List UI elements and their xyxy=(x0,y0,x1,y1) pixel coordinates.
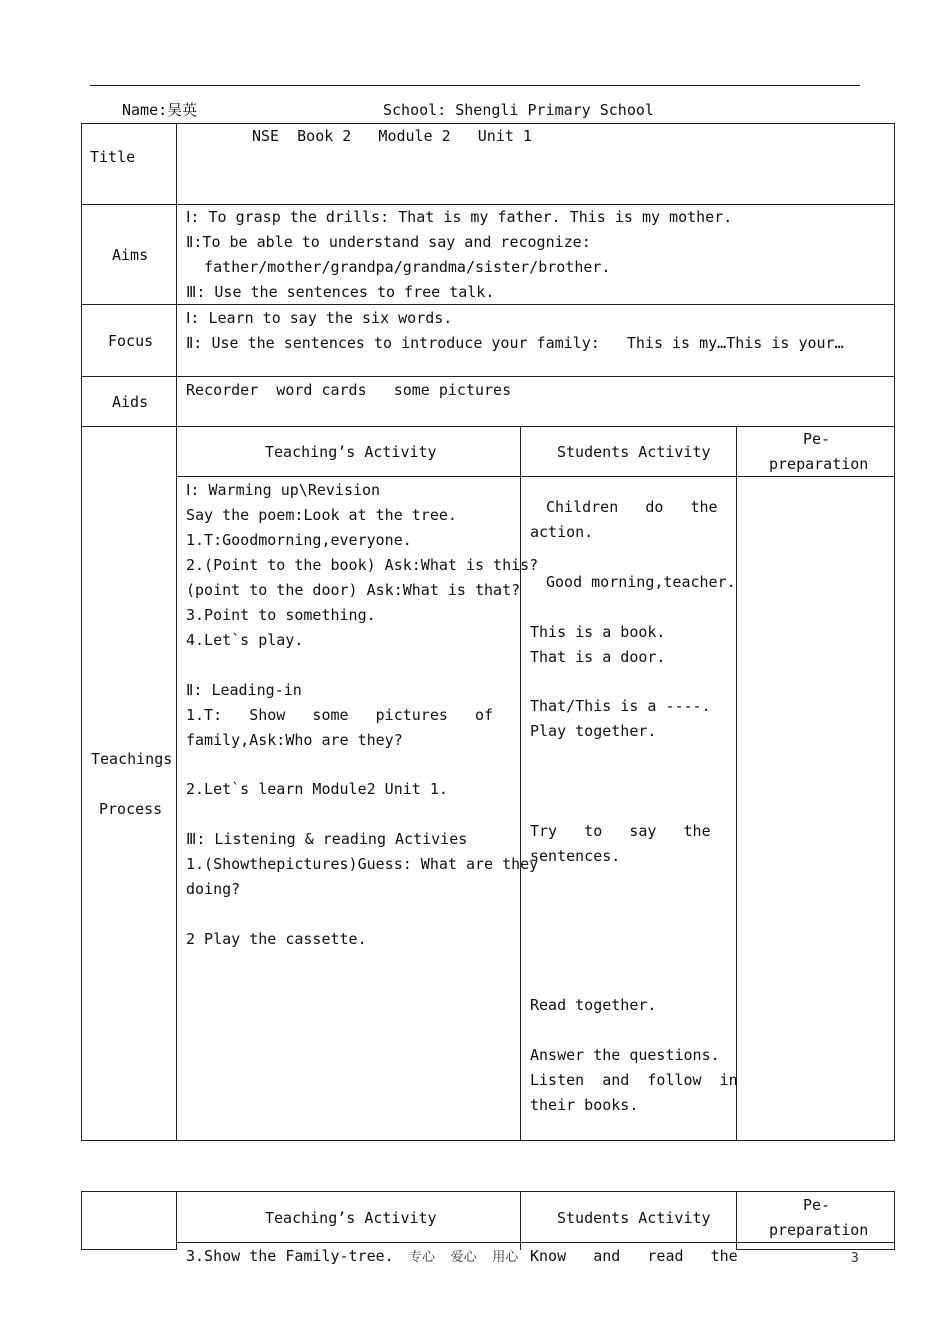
col-students-header: Students Activity xyxy=(557,443,711,461)
t2-teaching-line: 3.Show the Family-tree. xyxy=(186,1247,394,1265)
students-line: Children do the xyxy=(546,498,718,516)
teaching-s2-head: Ⅱ: Leading-in xyxy=(186,681,302,699)
students-line: sentences. xyxy=(530,847,621,865)
students-line: their books. xyxy=(530,1096,639,1114)
page-number: 3 xyxy=(851,1251,859,1266)
focus-label: Focus xyxy=(108,332,154,350)
footer-motto: 专心 爱心 用心 xyxy=(407,1245,520,1270)
t2-col-prep-header-1: Pe- xyxy=(803,1196,831,1214)
teaching-s1-line: 3.Point to something. xyxy=(186,606,376,624)
school-name: School: Shengli Primary School xyxy=(383,101,654,119)
aids-label: Aids xyxy=(112,393,149,411)
aims-line-4: Ⅲ: Use the sentences to free talk. xyxy=(186,283,495,301)
aims-line-1: Ⅰ: To grasp the drills: That is my father. This is my mother. xyxy=(186,208,733,226)
students-line: Play together. xyxy=(530,722,657,740)
aims-line-3: father/mother/grandpa/grandma/sister/brother. xyxy=(186,258,611,276)
students-line: This is a book. xyxy=(530,623,666,641)
t2-col-students-header: Students Activity xyxy=(557,1209,711,1227)
col-prep-header-1: Pe- xyxy=(803,430,831,448)
teaching-s1-line: (point to the door) Ask:What is that? xyxy=(186,581,521,599)
students-line: That is a door. xyxy=(530,648,666,666)
teaching-s3-line: 1.(Showthepictures)Guess: What are they xyxy=(186,855,539,873)
teaching-s1-line: Say the poem:Look at the tree. xyxy=(186,506,457,524)
focus-line-1: Ⅰ: Learn to say the six words. xyxy=(186,309,453,327)
teaching-s1-line: 4.Let`s play. xyxy=(186,631,304,649)
t2-students-line: Know and read the xyxy=(530,1247,738,1265)
teaching-s2-line: 2.Let`s learn Module2 Unit 1. xyxy=(186,780,448,798)
teaching-s3-line: doing? xyxy=(186,880,241,898)
teaching-s1-line: 2.(Point to the book) Ask:What is this? xyxy=(186,556,539,574)
title-value: NSE Book 2 Module 2 Unit 1 xyxy=(252,127,532,145)
aims-label: Aims xyxy=(112,246,149,264)
process-label-1: Teachings xyxy=(91,750,173,768)
t2-col-teaching-header: Teaching’s Activity xyxy=(265,1209,437,1227)
students-line: Try to say the xyxy=(530,822,711,840)
teaching-s2-line: 1.T: Show some pictures of xyxy=(186,706,494,724)
t2-col-prep-header-2: preparation xyxy=(769,1221,869,1239)
focus-line-2: Ⅱ: Use the sentences to introduce your family: This is my…This is your… xyxy=(186,334,844,352)
teaching-s1-head: Ⅰ: Warming up\Revision xyxy=(186,481,381,499)
teaching-s2-line: family,Ask:Who are they? xyxy=(186,731,403,749)
students-line: Good morning,teacher. xyxy=(546,573,736,591)
teaching-s1-line: 1.T:Goodmorning,everyone. xyxy=(186,531,412,549)
teacher-name: Name:吴英 xyxy=(122,101,198,119)
header-rule xyxy=(90,85,860,86)
students-line: That/This is a ----. xyxy=(530,697,711,715)
students-line: Read together. xyxy=(530,996,657,1014)
title-label: Title xyxy=(90,148,136,166)
col-teaching-header: Teaching’s Activity xyxy=(265,443,437,461)
teaching-s3-line: 2 Play the cassette. xyxy=(186,930,367,948)
aims-line-2: Ⅱ:To be able to understand say and recognize: xyxy=(186,233,591,251)
col-prep-header-2: preparation xyxy=(769,455,869,473)
process-label-2: Process xyxy=(99,800,163,818)
students-line: Answer the questions. xyxy=(530,1046,720,1064)
aids-value: Recorder word cards some pictures xyxy=(186,381,512,399)
students-line: action. xyxy=(530,523,594,541)
students-line: Listen and follow in xyxy=(530,1071,738,1089)
teaching-s3-head: Ⅲ: Listening & reading Activies xyxy=(186,830,468,848)
